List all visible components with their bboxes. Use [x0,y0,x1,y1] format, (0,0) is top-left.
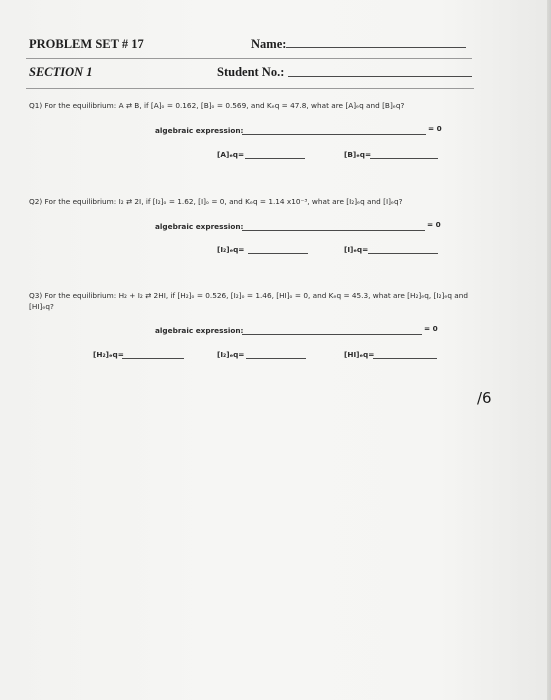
q3-i2-eq-line[interactable] [246,358,306,359]
q2-i-eq-line[interactable] [368,253,438,254]
section-label: SECTION 1 [29,65,93,79]
q2-i-eq-label: [I]ₑq= [344,245,369,254]
q1-expression-line[interactable] [242,134,426,135]
name-label: Name: [251,37,287,51]
q3-h2-eq-line[interactable] [122,358,184,359]
q1-a-eq-label: [A]ₑq= [217,150,245,159]
q3-question-line1: Q3) For the equilibrium: H₂ + I₂ ⇄ 2HI, if [H₂]ₒ = 0.526, [I₂]ₒ = 1.46, [HI]ₒ = 0, and Kₑq = 45.3, what are [H₂]ₑq, [I₂]ₑq and [29,291,469,300]
q2-expression-rhs: = 0 [427,220,441,229]
q1-expression-rhs: = 0 [428,124,442,133]
q1-b-eq-line[interactable] [370,158,438,159]
q2-expression-line[interactable] [242,230,425,231]
q3-h2-eq-label: [H₂]ₑq= [93,350,124,359]
header-rule-top [26,58,472,59]
student-number-label: Student No.: [217,65,285,79]
q3-question-line2: [HI]ₑq? [29,302,54,311]
q2-i2-eq-line[interactable] [248,253,308,254]
q3-expression-label: algebraic expression: [155,326,244,335]
q2-expression-label: algebraic expression: [155,222,244,231]
q1-b-eq-label: [B]ₑq= [344,150,372,159]
problem-set-title: PROBLEM SET # 17 [29,37,144,51]
q3-hi-eq-label: [HI]ₑq= [344,350,375,359]
paper-edge-shadow [547,0,551,700]
total-score: /6 [477,389,492,407]
q2-i2-eq-label: [I₂]ₑq= [217,245,245,254]
q2-question: Q2) For the equilibrium: I₂ ⇄ 2I, if [I₂]ₒ = 1.62, [I]ₒ = 0, and Kₑq = 1.14 x10⁻³, what are [I₂]ₑq and [I]ₑq? [29,197,403,206]
q3-hi-eq-line[interactable] [373,358,437,359]
q3-i2-eq-label: [I₂]ₑq= [217,350,245,359]
q3-expression-rhs: = 0 [424,324,438,333]
header-rule-bottom [26,88,474,89]
q3-expression-line[interactable] [242,334,422,335]
q1-expression-label: algebraic expression: [155,126,244,135]
q1-a-eq-line[interactable] [245,158,305,159]
q1-question: Q1) For the equilibrium: A ⇄ B, if [A]ₒ = 0.162, [B]ₒ = 0.569, and Kₑq = 47.8, what are [A]ₑq and [B]ₑq? [29,101,405,110]
name-line[interactable] [286,47,466,48]
student-number-line[interactable] [288,76,472,77]
